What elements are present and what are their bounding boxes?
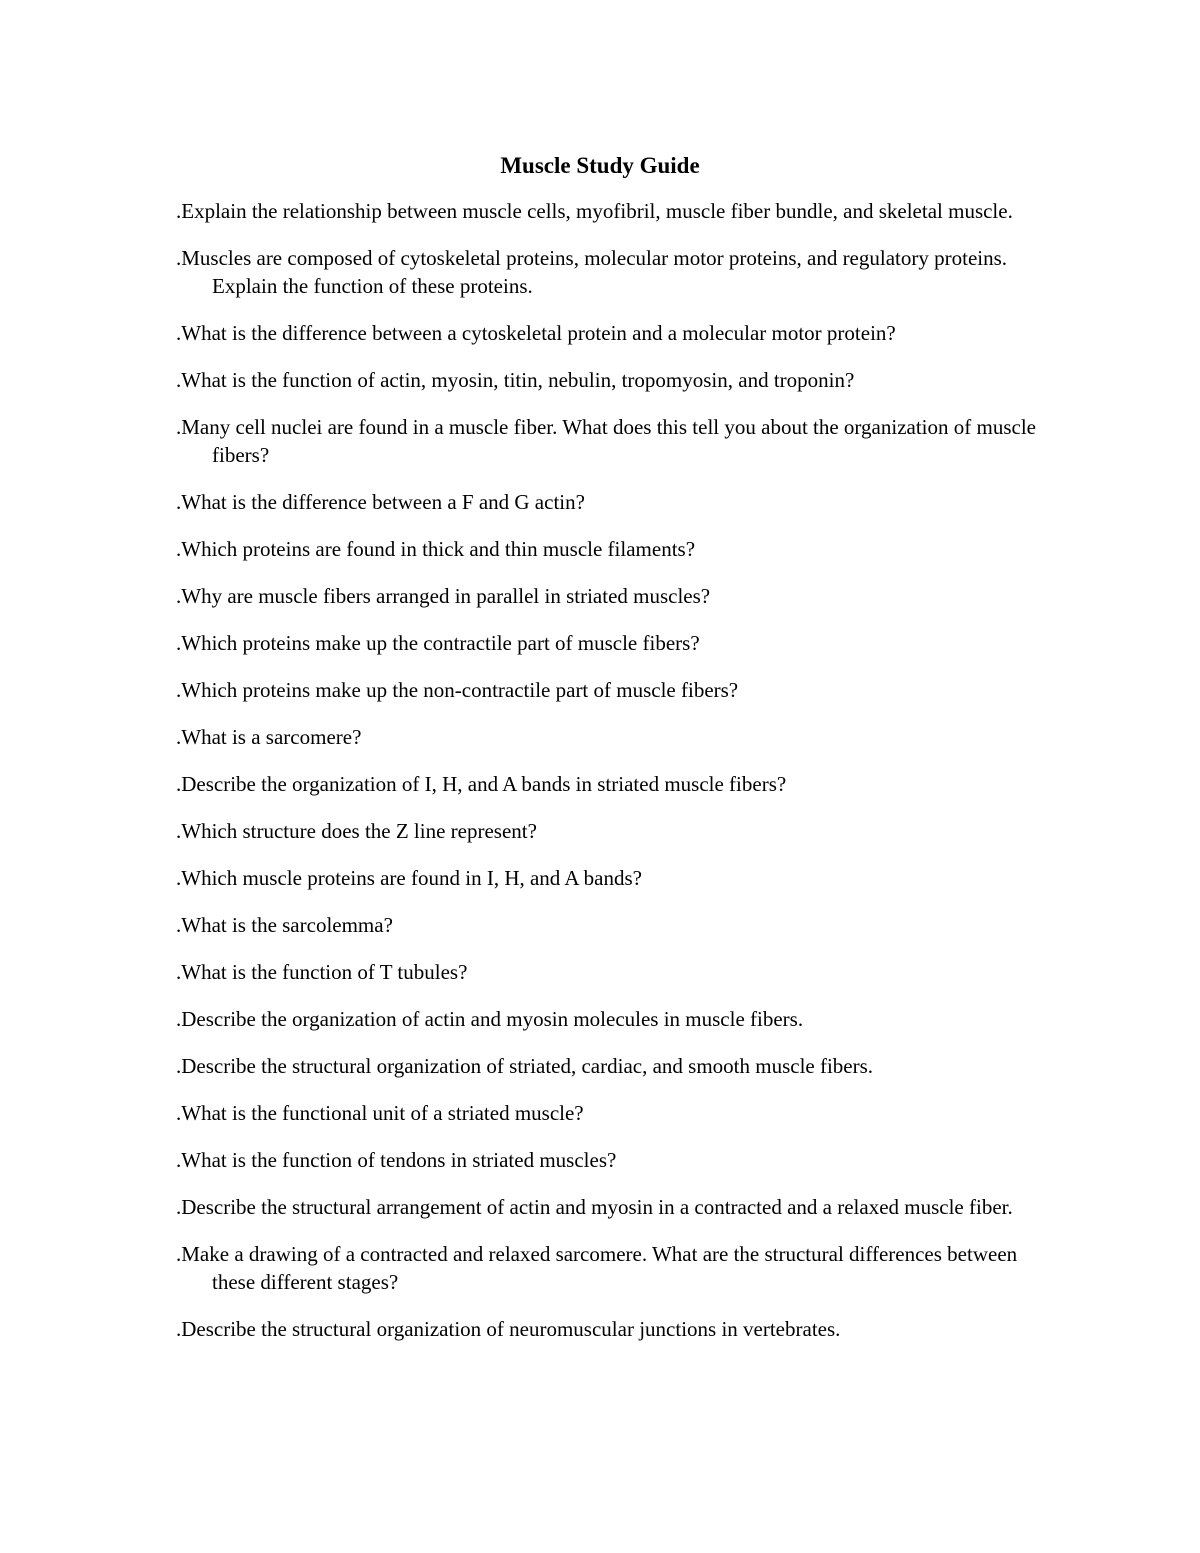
bullet-marker: . xyxy=(176,1054,182,1078)
question-item xyxy=(176,1099,1056,1127)
question-item xyxy=(176,413,1056,469)
question-item xyxy=(176,1146,1056,1174)
question-text: Describe the structural arrangement of actin and myosin in a contracted and a relaxed muscle fiber. xyxy=(181,1195,1013,1219)
bullet-marker: . xyxy=(176,819,182,843)
question-text: Describe the structural organization of striated, cardiac, and smooth muscle fibers. xyxy=(181,1054,874,1078)
question-item xyxy=(176,1052,1056,1080)
bullet-marker: . xyxy=(176,199,182,223)
question-text: Explain the relationship between muscle cells, myofibril, muscle fiber bundle, and skeletal muscle. xyxy=(181,199,1013,223)
question-text: Describe the organization of I, H, and A bands in striated muscle fibers? xyxy=(181,772,787,796)
question-item xyxy=(176,319,1056,347)
bullet-marker: . xyxy=(176,1317,182,1341)
bullet-marker: . xyxy=(176,584,182,608)
question-text: Make a drawing of a contracted and relaxed sarcomere. What are the structural differences between these different stages? xyxy=(181,1242,1018,1294)
question-text: What is the function of tendons in striated muscles? xyxy=(181,1148,617,1172)
question-text: What is the functional unit of a striated muscle? xyxy=(181,1101,584,1125)
bullet-marker: . xyxy=(176,678,182,702)
question-item xyxy=(176,1005,1056,1033)
bullet-marker: . xyxy=(176,725,182,749)
question-text: What is the difference between a F and G actin? xyxy=(181,490,585,514)
question-text: Which proteins make up the contractile part of muscle fibers? xyxy=(181,631,700,655)
question-item xyxy=(176,535,1056,563)
question-list xyxy=(176,197,1056,1362)
question-item xyxy=(176,1315,1056,1343)
bullet-marker: . xyxy=(176,631,182,655)
question-item xyxy=(176,864,1056,892)
bullet-marker: . xyxy=(176,1195,182,1219)
bullet-marker: . xyxy=(176,490,182,514)
question-item xyxy=(176,1193,1056,1221)
bullet-marker: . xyxy=(176,321,182,345)
question-item xyxy=(176,244,1056,300)
question-text: Which proteins make up the non-contractile part of muscle fibers? xyxy=(181,678,739,702)
question-text: What is a sarcomere? xyxy=(181,725,362,749)
question-text: What is the function of T tubules? xyxy=(181,960,468,984)
question-item xyxy=(176,629,1056,657)
bullet-marker: . xyxy=(176,1242,182,1266)
question-text: What is the sarcolemma? xyxy=(181,913,393,937)
bullet-marker: . xyxy=(176,415,182,439)
question-text: Describe the organization of actin and myosin molecules in muscle fibers. xyxy=(181,1007,804,1031)
question-item xyxy=(176,676,1056,704)
question-text: What is the function of actin, myosin, titin, nebulin, tropomyosin, and troponin? xyxy=(181,368,855,392)
question-text: What is the difference between a cytoskeletal protein and a molecular motor protein? xyxy=(181,321,896,345)
question-text: Many cell nuclei are found in a muscle fiber. What does this tell you about the organization of muscle fibers? xyxy=(181,415,1036,467)
bullet-marker: . xyxy=(176,1148,182,1172)
question-item xyxy=(176,1240,1056,1296)
bullet-marker: . xyxy=(176,1007,182,1031)
question-text: Which structure does the Z line represent? xyxy=(181,819,537,843)
question-item xyxy=(176,366,1056,394)
question-item xyxy=(176,817,1056,845)
question-item xyxy=(176,911,1056,939)
question-text: Which muscle proteins are found in I, H, and A bands? xyxy=(181,866,642,890)
question-text: Which proteins are found in thick and thin muscle filaments? xyxy=(181,537,696,561)
bullet-marker: . xyxy=(176,772,182,796)
bullet-marker: . xyxy=(176,537,182,561)
bullet-marker: . xyxy=(176,960,182,984)
question-text: Describe the structural organization of neuromuscular junctions in vertebrates. xyxy=(181,1317,841,1341)
question-item xyxy=(176,197,1056,225)
document-title: Muscle Study Guide xyxy=(500,153,700,178)
bullet-marker: . xyxy=(176,866,182,890)
question-item xyxy=(176,582,1056,610)
question-text: Why are muscle fibers arranged in parallel in striated muscles? xyxy=(181,584,711,608)
question-item xyxy=(176,488,1056,516)
bullet-marker: . xyxy=(176,1101,182,1125)
question-text: Muscles are composed of cytoskeletal proteins, molecular motor proteins, and regulatory proteins. Explain the function of these proteins. xyxy=(181,246,1008,298)
bullet-marker: . xyxy=(176,246,182,270)
question-item xyxy=(176,958,1056,986)
question-item xyxy=(176,723,1056,751)
bullet-marker: . xyxy=(176,913,182,937)
bullet-marker: . xyxy=(176,368,182,392)
question-item xyxy=(176,770,1056,798)
